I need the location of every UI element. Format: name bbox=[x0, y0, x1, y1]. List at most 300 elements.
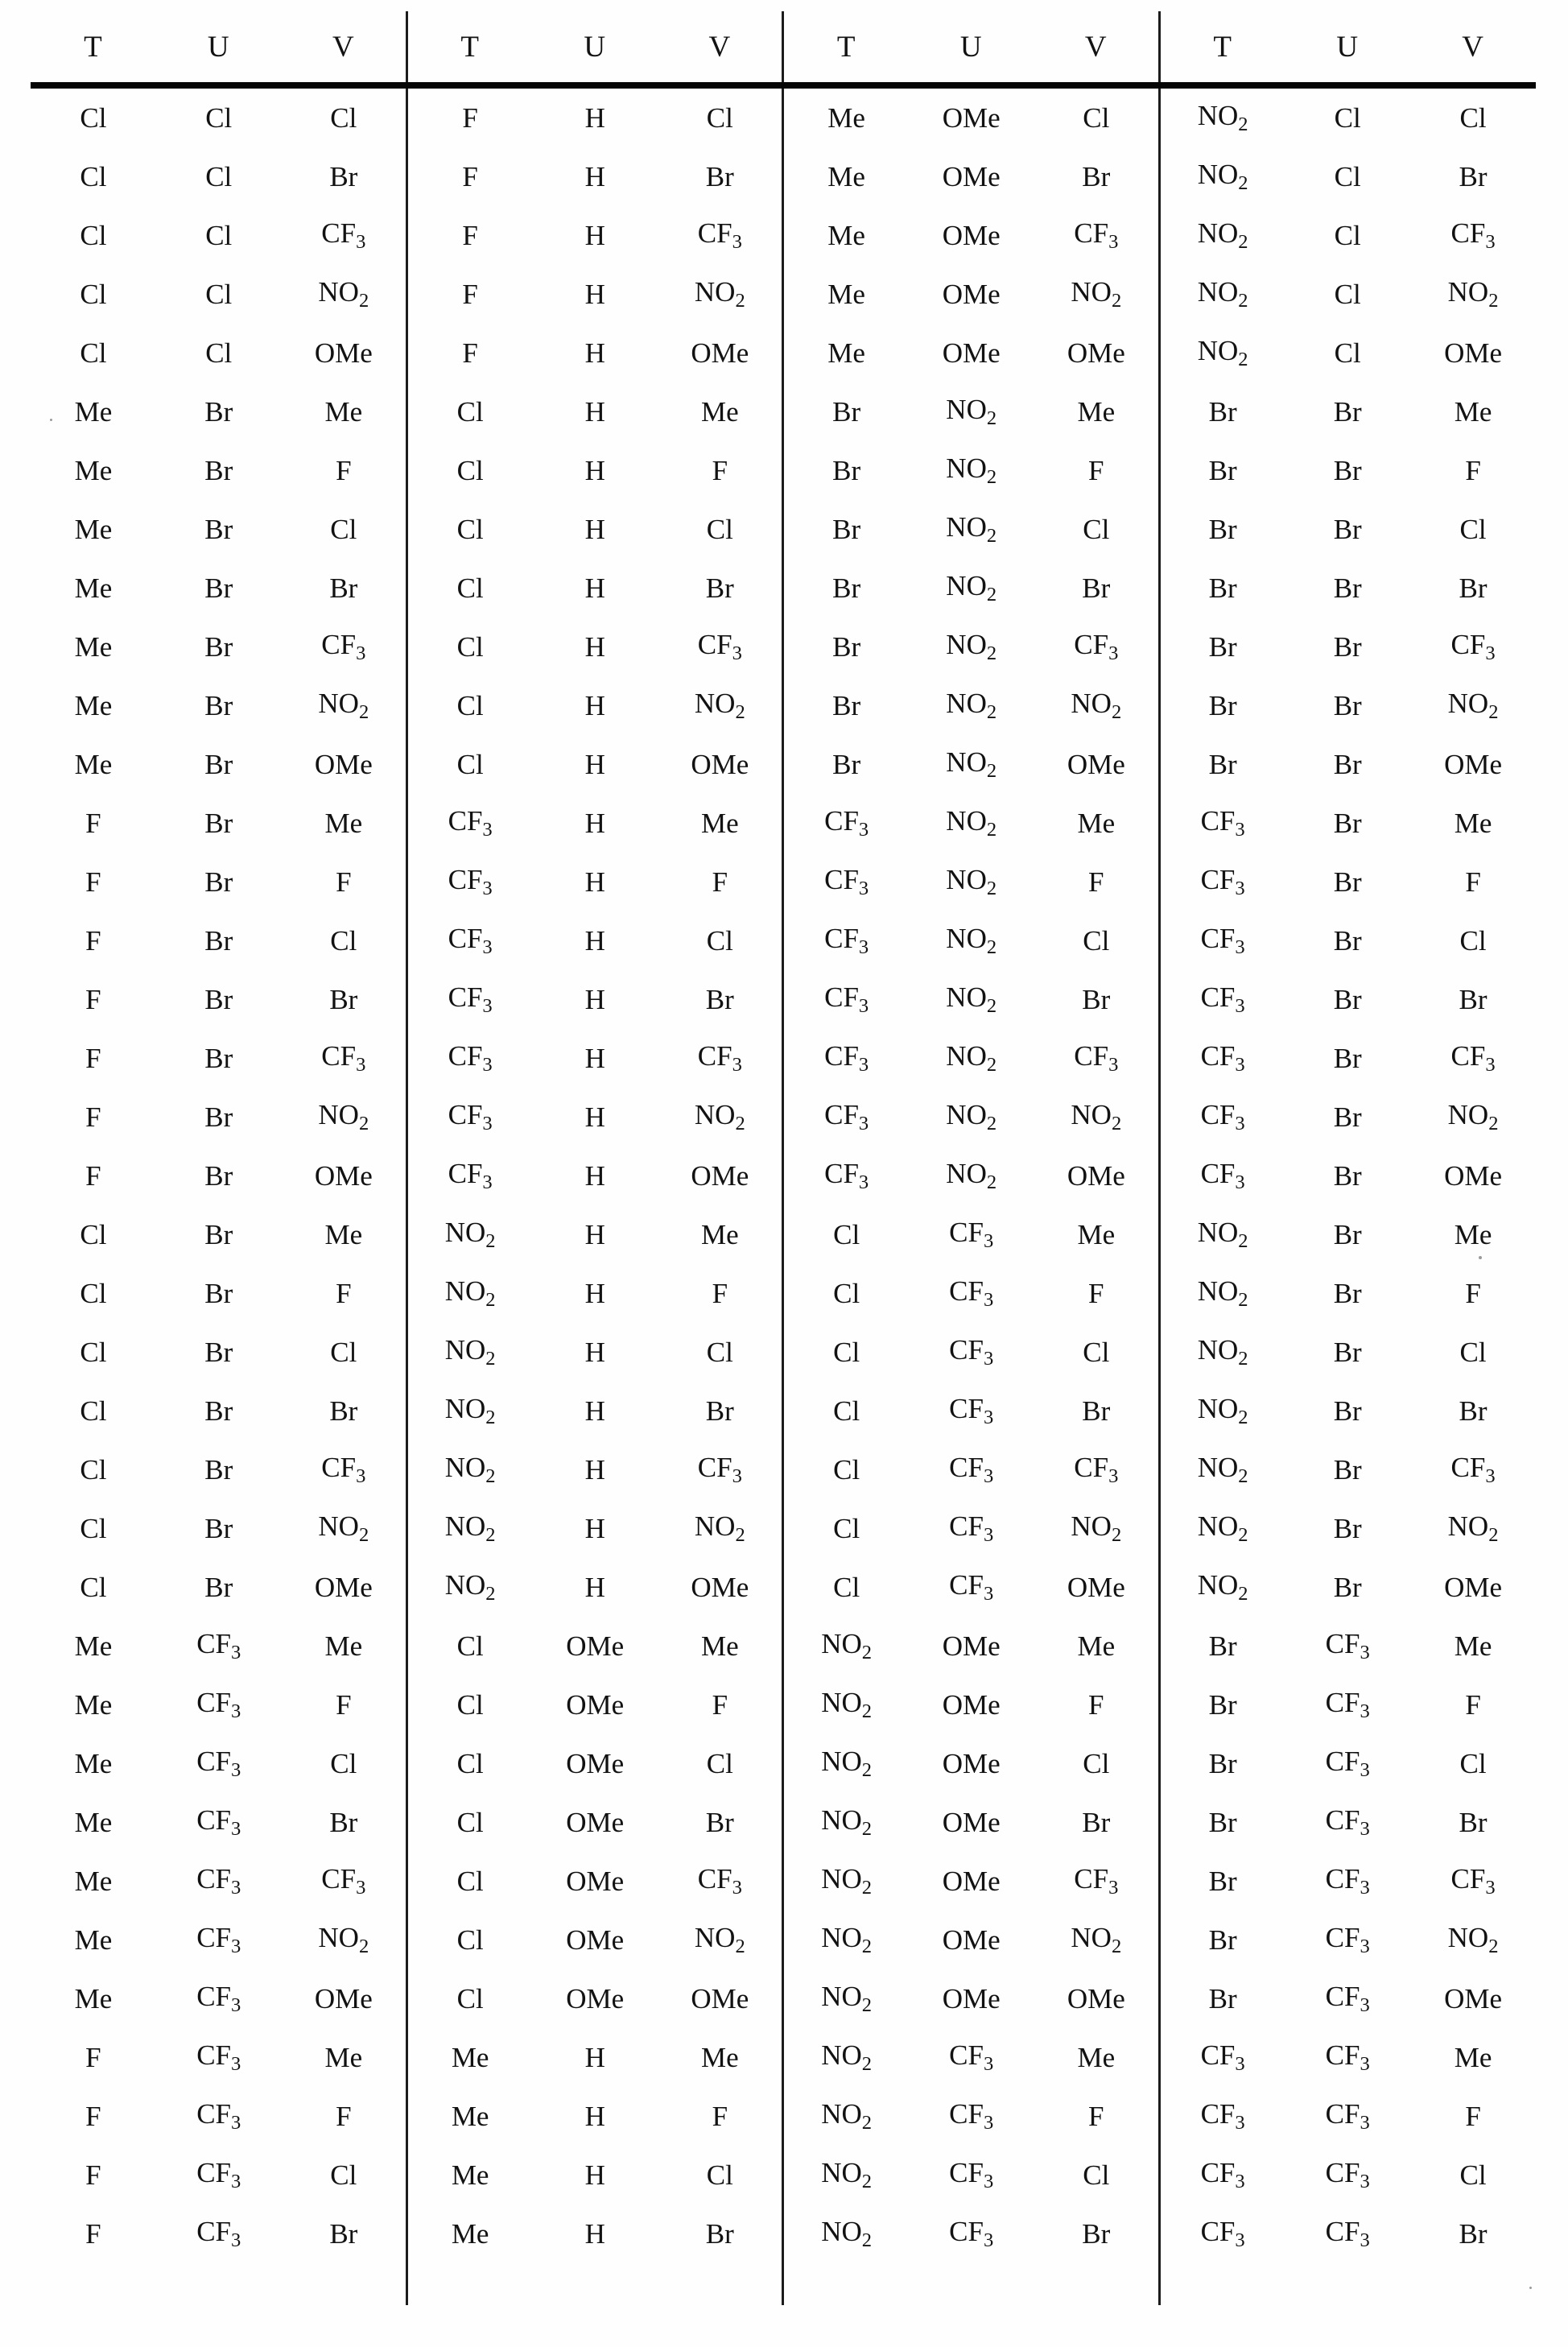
cell: $NO_2$ bbox=[1159, 1558, 1285, 1617]
header-row bbox=[31, 11, 1536, 85]
cell: Me bbox=[324, 1630, 363, 1662]
cell: $CF_3$ bbox=[949, 1334, 994, 1370]
cell: H bbox=[584, 1159, 605, 1192]
table-row bbox=[31, 2028, 1536, 2087]
cell: $CF_3$ bbox=[406, 794, 532, 853]
cell: Br bbox=[1333, 807, 1362, 839]
table-row bbox=[31, 1617, 1536, 1676]
cell: $NO_2$ bbox=[1159, 206, 1285, 265]
cell: F bbox=[336, 454, 352, 486]
header-U: U bbox=[207, 30, 230, 64]
cell: OMe bbox=[942, 1806, 1001, 1838]
cell: Br bbox=[1159, 735, 1285, 794]
cell: $NO_2$ bbox=[318, 276, 369, 312]
cell: Cl bbox=[330, 1747, 357, 1779]
cell: Br bbox=[1333, 1395, 1362, 1427]
cell: F bbox=[336, 1688, 352, 1721]
cell: Br bbox=[204, 572, 233, 604]
cell: Cl bbox=[1083, 513, 1110, 545]
cell: $CF_3$ bbox=[406, 853, 532, 911]
cell: Br bbox=[204, 1277, 233, 1309]
cell: $CF_3$ bbox=[321, 1452, 366, 1487]
table-row bbox=[31, 1852, 1536, 1911]
cell: $NO_2$ bbox=[783, 2087, 909, 2146]
table-row bbox=[31, 1793, 1536, 1852]
cell: $NO_2$ bbox=[946, 394, 997, 429]
substituent-table bbox=[31, 11, 1536, 2305]
cell: $CF_3$ bbox=[949, 2157, 994, 2192]
cell: Br bbox=[204, 1395, 233, 1427]
cell: $CF_3$ bbox=[1159, 2204, 1285, 2263]
table-row bbox=[31, 1264, 1536, 1323]
cell: H bbox=[584, 1218, 605, 1250]
cell: $NO_2$ bbox=[1159, 1382, 1285, 1440]
table-row bbox=[31, 1558, 1536, 1617]
cell: F bbox=[1465, 1277, 1481, 1309]
cell: $CF_3$ bbox=[321, 629, 366, 664]
cell: $CF_3$ bbox=[1450, 217, 1496, 253]
cell: Br bbox=[1459, 1806, 1488, 1838]
cell: Br bbox=[1159, 1911, 1285, 1969]
cell: F bbox=[406, 265, 532, 324]
cell: Me bbox=[1077, 1630, 1116, 1662]
cell: $CF_3$ bbox=[1325, 2216, 1370, 2251]
cell: $NO_2$ bbox=[406, 1323, 532, 1382]
cell: $NO_2$ bbox=[946, 746, 997, 782]
cell: $CF_3$ bbox=[949, 2039, 994, 2075]
cell: Me bbox=[74, 572, 113, 604]
cell: $NO_2$ bbox=[1447, 688, 1499, 723]
cell: Br bbox=[1159, 382, 1285, 441]
cell: $CF_3$ bbox=[196, 2039, 241, 2075]
cell: Cl bbox=[406, 1911, 532, 1969]
cell: Me bbox=[324, 807, 363, 839]
cell: Br bbox=[204, 1042, 233, 1074]
table-row bbox=[31, 911, 1536, 970]
cell: OMe bbox=[1067, 337, 1125, 369]
header-U: U bbox=[584, 30, 607, 64]
cell: H bbox=[584, 454, 605, 486]
cell: OMe bbox=[314, 748, 373, 780]
cell: $CF_3$ bbox=[1074, 1452, 1119, 1487]
cell: H bbox=[584, 748, 605, 780]
table-row bbox=[31, 1205, 1536, 1264]
cell: Cl bbox=[406, 1852, 532, 1911]
cell: Cl bbox=[706, 1336, 733, 1368]
cell: Me bbox=[74, 454, 113, 486]
table-row bbox=[31, 1499, 1536, 1558]
cell: Me bbox=[1454, 395, 1492, 428]
cell: F bbox=[1088, 454, 1104, 486]
cell: Cl bbox=[80, 1277, 107, 1309]
cell: Me bbox=[74, 630, 113, 663]
cell: $NO_2$ bbox=[783, 1676, 909, 1734]
cell: Cl bbox=[1459, 513, 1487, 545]
cell: $NO_2$ bbox=[1447, 1099, 1499, 1134]
scan-speck bbox=[50, 419, 52, 421]
cell: $NO_2$ bbox=[783, 1911, 909, 1969]
cell: $NO_2$ bbox=[946, 981, 997, 1017]
cell: Cl bbox=[406, 1969, 532, 2028]
cell: Br bbox=[1459, 983, 1488, 1015]
cell: Me bbox=[74, 1688, 113, 1721]
cell: Me bbox=[783, 265, 909, 324]
table-row bbox=[31, 2087, 1536, 2146]
cell: Cl bbox=[330, 924, 357, 957]
cell: $NO_2$ bbox=[946, 1040, 997, 1076]
table-row bbox=[31, 1382, 1536, 1440]
cell: Br bbox=[204, 395, 233, 428]
cell: Cl bbox=[406, 441, 532, 500]
cell: $NO_2$ bbox=[1071, 1510, 1122, 1546]
cell: Me bbox=[783, 206, 909, 265]
cell: Br bbox=[1159, 500, 1285, 559]
cell: Cl bbox=[406, 500, 532, 559]
cell: Me bbox=[1454, 1630, 1492, 1662]
cell: Br bbox=[705, 983, 734, 1015]
cell: F bbox=[85, 2159, 101, 2191]
cell: Cl bbox=[783, 1264, 909, 1323]
cell: Me bbox=[406, 2146, 532, 2204]
cell: Cl bbox=[80, 1571, 107, 1603]
cell: Br bbox=[705, 160, 734, 192]
cell: $NO_2$ bbox=[694, 1099, 745, 1134]
cell: F bbox=[712, 454, 728, 486]
cell: $CF_3$ bbox=[949, 1393, 994, 1428]
cell: $NO_2$ bbox=[318, 688, 369, 723]
cell: $CF_3$ bbox=[1074, 629, 1119, 664]
cell: H bbox=[584, 1042, 605, 1074]
cell: Me bbox=[700, 2041, 739, 2073]
cell: $CF_3$ bbox=[1450, 1452, 1496, 1487]
cell: Me bbox=[1077, 395, 1116, 428]
cell: OMe bbox=[314, 1571, 373, 1603]
cell: Me bbox=[324, 2041, 363, 2073]
scan-speck bbox=[1529, 2287, 1532, 2289]
cell: Br bbox=[1333, 1571, 1362, 1603]
cell: $CF_3$ bbox=[196, 2098, 241, 2134]
cell: $CF_3$ bbox=[1325, 1804, 1370, 1840]
cell: Br bbox=[1333, 1159, 1362, 1192]
cell: Me bbox=[700, 807, 739, 839]
cell: Br bbox=[1333, 1277, 1362, 1309]
cell: $NO_2$ bbox=[694, 1510, 745, 1546]
cell: Br bbox=[783, 559, 909, 618]
cell: $CF_3$ bbox=[196, 1863, 241, 1899]
cell: Cl bbox=[80, 1336, 107, 1368]
cell: $CF_3$ bbox=[1159, 2146, 1285, 2204]
cell: Cl bbox=[1459, 1336, 1487, 1368]
table-row bbox=[31, 794, 1536, 853]
cell: OMe bbox=[1444, 1159, 1503, 1192]
cell: $CF_3$ bbox=[1159, 1147, 1285, 1205]
cell: F bbox=[406, 206, 532, 265]
cell: H bbox=[584, 395, 605, 428]
cell: $NO_2$ bbox=[1447, 1922, 1499, 1957]
cell: Cl bbox=[1334, 101, 1361, 134]
cell: Me bbox=[74, 748, 113, 780]
cell: OMe bbox=[566, 1747, 625, 1779]
cell: Cl bbox=[406, 735, 532, 794]
cell: $NO_2$ bbox=[318, 1099, 369, 1134]
cell: Cl bbox=[1334, 278, 1361, 310]
cell: Cl bbox=[80, 1395, 107, 1427]
cell: Br bbox=[1159, 1969, 1285, 2028]
cell: Cl bbox=[330, 2159, 357, 2191]
cell: $NO_2$ bbox=[1071, 688, 1122, 723]
cell: $CF_3$ bbox=[1074, 1863, 1119, 1899]
cell: Me bbox=[700, 1218, 739, 1250]
cell: $CF_3$ bbox=[406, 1029, 532, 1088]
cell: Br bbox=[783, 618, 909, 676]
cell: Br bbox=[204, 1159, 233, 1192]
cell: Me bbox=[1077, 2041, 1116, 2073]
header-V: V bbox=[708, 30, 732, 64]
cell: Br bbox=[1082, 1806, 1111, 1838]
cell: Me bbox=[406, 2028, 532, 2087]
cell: F bbox=[406, 324, 532, 382]
cell: Br bbox=[1159, 441, 1285, 500]
cell: $NO_2$ bbox=[946, 452, 997, 488]
table-row bbox=[31, 2204, 1536, 2263]
cell: OMe bbox=[942, 1747, 1001, 1779]
cell: Cl bbox=[706, 1747, 733, 1779]
cell: Br bbox=[1159, 1617, 1285, 1676]
cell: OMe bbox=[942, 1982, 1001, 2014]
cell: $CF_3$ bbox=[321, 1863, 366, 1899]
table-header bbox=[31, 11, 1536, 85]
cell: Br bbox=[1082, 572, 1111, 604]
cell: OMe bbox=[314, 337, 373, 369]
table-footer-spacer bbox=[31, 2263, 1536, 2305]
cell: F bbox=[85, 2041, 101, 2073]
cell: Me bbox=[1077, 807, 1116, 839]
cell: $CF_3$ bbox=[1325, 1628, 1370, 1663]
cell: $NO_2$ bbox=[1159, 324, 1285, 382]
cell: Cl bbox=[406, 676, 532, 735]
cell: $CF_3$ bbox=[783, 911, 909, 970]
cell: $CF_3$ bbox=[321, 1040, 366, 1076]
cell: $CF_3$ bbox=[949, 2216, 994, 2251]
cell: $CF_3$ bbox=[1159, 1088, 1285, 1147]
cell: Cl bbox=[406, 1734, 532, 1793]
cell: Br bbox=[1333, 1101, 1362, 1133]
cell: $CF_3$ bbox=[783, 1029, 909, 1088]
cell: $CF_3$ bbox=[949, 1275, 994, 1311]
cell: Br bbox=[1333, 513, 1362, 545]
cell: OMe bbox=[314, 1982, 373, 2014]
cell: OMe bbox=[1444, 748, 1503, 780]
cell: $NO_2$ bbox=[406, 1558, 532, 1617]
cell: $CF_3$ bbox=[1159, 911, 1285, 970]
cell: $NO_2$ bbox=[783, 1852, 909, 1911]
cell: H bbox=[584, 924, 605, 957]
cell: $CF_3$ bbox=[196, 1687, 241, 1722]
cell: $CF_3$ bbox=[1074, 217, 1119, 253]
cell: Br bbox=[705, 572, 734, 604]
cell: Me bbox=[74, 1747, 113, 1779]
cell: OMe bbox=[691, 337, 749, 369]
cell: $CF_3$ bbox=[196, 1804, 241, 1840]
cell: Br bbox=[204, 689, 233, 721]
cell: Me bbox=[74, 395, 113, 428]
cell: $NO_2$ bbox=[946, 805, 997, 841]
cell: $NO_2$ bbox=[318, 1922, 369, 1957]
cell: Cl bbox=[1083, 924, 1110, 957]
header-U: U bbox=[1336, 30, 1360, 64]
cell: Br bbox=[204, 513, 233, 545]
cell: OMe bbox=[942, 278, 1001, 310]
table-body bbox=[31, 85, 1536, 2263]
cell: OMe bbox=[566, 1688, 625, 1721]
header-T: T bbox=[1159, 11, 1285, 85]
cell: H bbox=[584, 337, 605, 369]
cell: Br bbox=[1082, 983, 1111, 1015]
cell: $CF_3$ bbox=[1450, 1040, 1496, 1076]
cell: Br bbox=[783, 500, 909, 559]
cell: F bbox=[85, 983, 101, 1015]
cell: H bbox=[584, 278, 605, 310]
cell: $NO_2$ bbox=[1159, 1205, 1285, 1264]
cell: H bbox=[584, 1101, 605, 1133]
cell: Br bbox=[329, 160, 358, 192]
table-row bbox=[31, 618, 1536, 676]
cell: $CF_3$ bbox=[949, 1452, 994, 1487]
cell: Br bbox=[1082, 2217, 1111, 2250]
cell: Cl bbox=[783, 1499, 909, 1558]
cell: $CF_3$ bbox=[783, 1088, 909, 1147]
cell: $NO_2$ bbox=[783, 1969, 909, 2028]
cell: Cl bbox=[783, 1205, 909, 1264]
table-row bbox=[31, 1911, 1536, 1969]
cell: Cl bbox=[1334, 160, 1361, 192]
cell: F bbox=[712, 2100, 728, 2132]
cell: Cl bbox=[80, 1453, 107, 1485]
cell: OMe bbox=[566, 1923, 625, 1956]
cell: Br bbox=[329, 572, 358, 604]
cell: Br bbox=[1082, 160, 1111, 192]
cell: $NO_2$ bbox=[1159, 1264, 1285, 1323]
cell: Br bbox=[1159, 1676, 1285, 1734]
cell: Me bbox=[74, 689, 113, 721]
cell: Cl bbox=[1459, 924, 1487, 957]
cell: Br bbox=[1333, 1218, 1362, 1250]
cell: Br bbox=[1159, 1852, 1285, 1911]
cell: $CF_3$ bbox=[1159, 2087, 1285, 2146]
cell: F bbox=[712, 1277, 728, 1309]
cell: $CF_3$ bbox=[406, 970, 532, 1029]
cell: Cl bbox=[406, 559, 532, 618]
cell: Me bbox=[74, 1630, 113, 1662]
cell: Br bbox=[1333, 572, 1362, 604]
cell: Br bbox=[204, 983, 233, 1015]
cell: H bbox=[584, 219, 605, 251]
cell: H bbox=[584, 572, 605, 604]
cell: $NO_2$ bbox=[946, 688, 997, 723]
table-row bbox=[31, 853, 1536, 911]
cell: $CF_3$ bbox=[1450, 1863, 1496, 1899]
cell: Cl bbox=[330, 101, 357, 134]
cell: F bbox=[85, 866, 101, 898]
cell: OMe bbox=[942, 101, 1001, 134]
cell: $CF_3$ bbox=[1325, 2039, 1370, 2075]
cell: Cl bbox=[80, 1512, 107, 1544]
cell: Cl bbox=[783, 1323, 909, 1382]
cell: Me bbox=[406, 2087, 532, 2146]
table-row bbox=[31, 500, 1536, 559]
cell: Cl bbox=[783, 1558, 909, 1617]
cell: F bbox=[406, 147, 532, 206]
cell: $CF_3$ bbox=[1325, 1687, 1370, 1722]
table-row bbox=[31, 1676, 1536, 1734]
cell: $NO_2$ bbox=[318, 1510, 369, 1546]
cell: $NO_2$ bbox=[694, 1922, 745, 1957]
table-row bbox=[31, 2146, 1536, 2204]
cell: Br bbox=[1459, 572, 1488, 604]
cell: OMe bbox=[566, 1865, 625, 1897]
table-row bbox=[31, 265, 1536, 324]
cell: $CF_3$ bbox=[949, 1217, 994, 1252]
cell: $CF_3$ bbox=[196, 2216, 241, 2251]
cell: $CF_3$ bbox=[196, 1981, 241, 2016]
cell: OMe bbox=[1444, 1982, 1503, 2014]
cell: $CF_3$ bbox=[783, 794, 909, 853]
cell: F bbox=[85, 2100, 101, 2132]
cell: Br bbox=[1159, 618, 1285, 676]
cell: Me bbox=[783, 324, 909, 382]
cell: $CF_3$ bbox=[196, 1922, 241, 1957]
cell: $NO_2$ bbox=[1159, 265, 1285, 324]
cell: Cl bbox=[80, 160, 107, 192]
cell: $NO_2$ bbox=[406, 1264, 532, 1323]
cell: Cl bbox=[706, 924, 733, 957]
cell: OMe bbox=[942, 1630, 1001, 1662]
cell: Br bbox=[1333, 983, 1362, 1015]
table-row bbox=[31, 1088, 1536, 1147]
cell: $CF_3$ bbox=[196, 2157, 241, 2192]
cell: $CF_3$ bbox=[406, 1088, 532, 1147]
cell: Br bbox=[1082, 1395, 1111, 1427]
cell: F bbox=[336, 2100, 352, 2132]
cell: $NO_2$ bbox=[783, 1793, 909, 1852]
header-U: U bbox=[959, 30, 983, 64]
table-row bbox=[31, 1029, 1536, 1088]
cell: F bbox=[1088, 866, 1104, 898]
cell: Br bbox=[1333, 1512, 1362, 1544]
cell: Me bbox=[783, 147, 909, 206]
cell: Br bbox=[204, 630, 233, 663]
cell: $CF_3$ bbox=[1159, 970, 1285, 1029]
cell: $NO_2$ bbox=[946, 864, 997, 899]
cell: $CF_3$ bbox=[1325, 1981, 1370, 2016]
cell: $CF_3$ bbox=[1325, 1922, 1370, 1957]
cell: $NO_2$ bbox=[783, 2146, 909, 2204]
cell: Br bbox=[329, 1395, 358, 1427]
cell: OMe bbox=[1067, 1159, 1125, 1192]
cell: $CF_3$ bbox=[783, 1147, 909, 1205]
cell: $NO_2$ bbox=[1159, 1499, 1285, 1558]
cell: Cl bbox=[1334, 337, 1361, 369]
cell: Br bbox=[204, 454, 233, 486]
cell: Cl bbox=[1459, 1747, 1487, 1779]
table-row bbox=[31, 559, 1536, 618]
cell: H bbox=[584, 689, 605, 721]
cell: H bbox=[584, 1277, 605, 1309]
cell: OMe bbox=[1067, 1571, 1125, 1603]
cell: F bbox=[85, 924, 101, 957]
cell: Me bbox=[74, 1865, 113, 1897]
table-row bbox=[31, 970, 1536, 1029]
